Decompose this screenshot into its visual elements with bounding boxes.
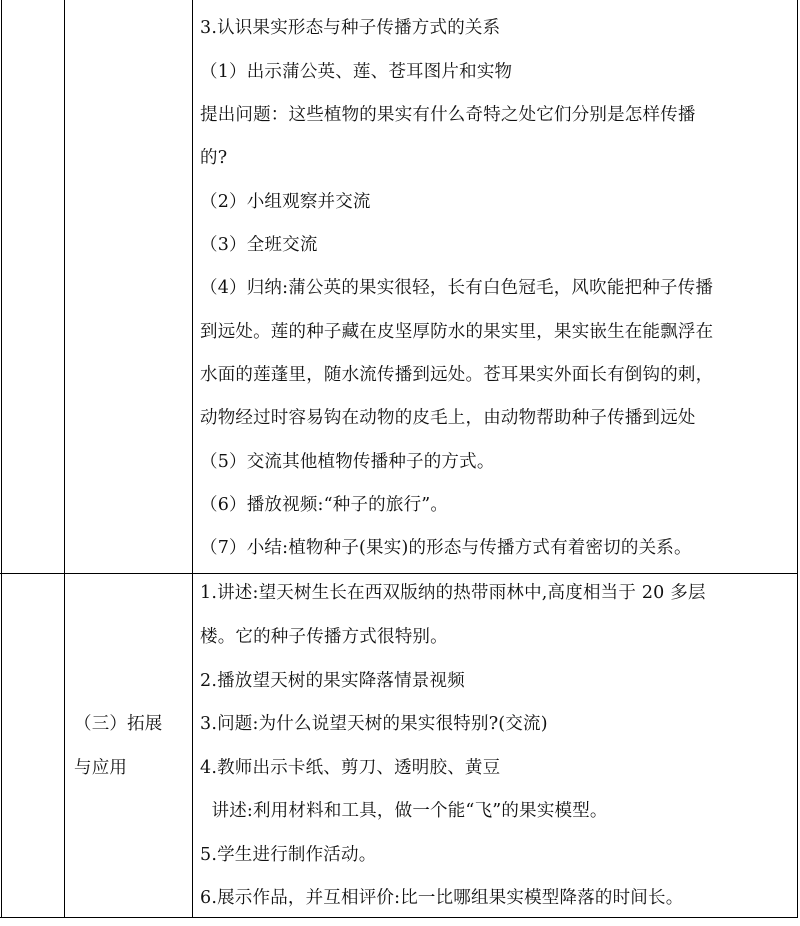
text-line: 4.教师出示卡纸、剪刀、透明胶、黄豆 [200,758,501,778]
column-divider-2 [192,0,193,918]
text-line: 讲述:利用材料和工具，做一个能“飞”的果实模型。 [200,801,608,821]
text-line: 到远处。莲的种子藏在皮坚厚防水的果实里，果实嵌生在能飘浮在 [200,322,714,342]
text-line: 3.认识果实形态与种子传播方式的关系 [200,18,501,38]
text-line: （2）小组观察并交流 [200,192,371,212]
stage-title-line1: （三）拓展 [74,714,163,734]
text-line: 3.问题:为什么说望天树的果实很特别?(交流) [200,714,548,734]
text-line: 1.讲述:望天树生长在西双版纳的热带雨林中,高度相当于 20 多层 [200,583,706,603]
text-line: 6.展示作品，并互相评价:比一比哪组果实模型降落的时间长。 [200,888,684,908]
row2-stage-cell [66,574,192,916]
table-border-left [1,0,2,918]
text-line: 5.学生进行制作活动。 [200,845,377,865]
column-divider-1 [64,0,65,918]
text-line: （5）交流其他植物传播种子的方式。 [200,452,495,472]
text-line: 提出问题：这些植物的果实有什么奇特之处它们分别是怎样传播 [200,105,696,125]
text-line: 2.播放望天树的果实降落情景视频 [200,671,465,691]
text-line: 动物经过时容易钩在动物的皮毛上，由动物帮助种子传播到远处 [200,408,696,428]
row1-content-cell [200,0,796,572]
stage-title-line2: 与应用 [74,758,128,778]
table-border-bottom [0,917,798,918]
text-line: （4）归纳:蒲公英的果实很轻，长有白色冠毛，风吹能把种子传播 [200,278,714,298]
text-line: （7）小结:植物种子(果实)的形态与传播方式有着密切的关系。 [200,538,692,558]
text-line: 水面的莲蓬里，随水流传播到远处。苍耳果实外面长有倒钩的刺， [200,365,714,385]
row2-content-cell [200,574,796,916]
text-line: 楼。它的种子传播方式很特别。 [200,627,448,647]
text-line: 的? [200,148,228,168]
text-line: （1）出示蒲公英、莲、苍耳图片和实物 [200,62,513,82]
text-line: （6）播放视频:“种子的旅行”。 [200,495,449,515]
text-line: （3）全班交流 [200,235,318,255]
table-border-right [797,0,798,918]
